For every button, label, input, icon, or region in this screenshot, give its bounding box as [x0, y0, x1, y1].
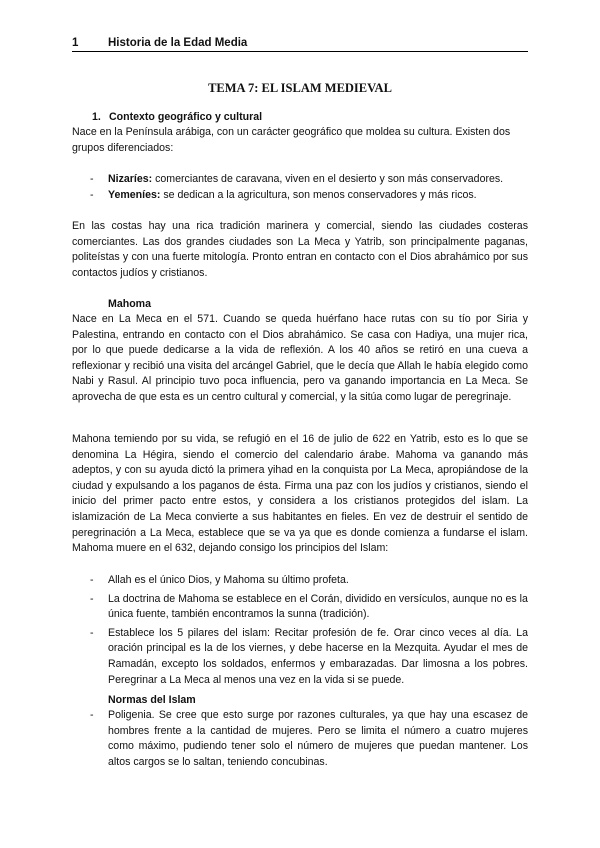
principle-text: La doctrina de Mahoma se establece en el Corán, dividido en versículos, aunque no es la única fuente, también encontramos la sunna (tradición).: [108, 592, 528, 621]
bullet-dash: -: [90, 188, 94, 201]
mahoma-paragraph-2: Mahona temiendo por su vida, se refugió en el 16 de julio de 622 en Yatrib, esto es lo que se denomina La Hégira, siendo el comercio del calendario árabe. Mahoma va ganando más adeptos, y con su ayuda dictó la primera yihad en la conquista por La Meca, apropiándose de la ciudad y expulsando a los paganos de ésta. Firma una paz con los judíos y cristianos, siendo el inicio del primer pacto entre estos, y considera a los cristianos protegidos del islam. La islamización de La Meca convierte a sus habitantes en fieles. En vez de destruir el sentido de peregrinación a La Meca, establece que se va ya que es donde comienza a fundarse el islam. Mahoma muere en el 632, dejando consigo los principios del Islam:: [72, 433, 528, 555]
page-header: [72, 36, 528, 52]
principle-text: Establece los 5 pilares del islam: Recitar profesión de fe. Orar cinco veces al día. La oración principal es la de los viernes, y debe hacerse en la Mezquita. Ayudar el mes de Ramadán, excepto los soldados, enfermos y embarazadas. Dar limosna a los pobres. Peregrinar a La Meca al menos una vez en la vida si se puede.: [108, 626, 528, 686]
document-title: TEMA 7: EL ISLAM MEDIEVAL: [208, 81, 392, 95]
header-title: Historia de la Edad Media: [108, 37, 248, 49]
normas-heading: Normas del Islam: [108, 694, 196, 706]
section1-intro: Nace en la Península arábiga, con un carácter geográfico que moldea su cultura. Existen dos grupos diferenciados:: [72, 126, 511, 154]
group-term: Yemeníes:: [108, 188, 161, 201]
list-item: [90, 708, 528, 770]
list-item: [90, 592, 528, 623]
section-title: Contexto geográfico y cultural: [109, 111, 263, 123]
list-item: [90, 626, 528, 688]
group-term: Nizaríes:: [108, 173, 153, 185]
bullet-dash: -: [90, 626, 94, 639]
header-page-number: 1: [72, 37, 79, 49]
groups-list: [90, 172, 528, 203]
principles-list: [90, 573, 528, 691]
bullet-dash: -: [90, 709, 94, 721]
section-heading-1: [92, 110, 262, 125]
list-item: [90, 188, 528, 204]
norma-text: Poligenia. Se cree que esto surge por razones culturales, ya que hay una escasez de hombres frente a la cantidad de mujeres. Pero se limita el número a cuatro mujeres como máximo, pudiendo tener solo el número de mujeres que puedan mantener. Los altos cargos se lo saltan, teniendo concubinas.: [108, 709, 528, 768]
mahoma-heading: Mahoma: [108, 298, 151, 310]
list-item: [90, 172, 528, 188]
coast-paragraph: En las costas hay una rica tradición marinera y comercial, siendo las ciudades costeras comerciantes. Las dos grandes ciudades son La Meca y Yatrib, son principalmente paganas, politeístas y con una fuerte mitología. Pronto entran en contacto con el Dios abrahámico por sus contactos judíos y cristianos.: [72, 220, 528, 279]
mahoma-paragraph-1: Nace en La Meca en el 571. Cuando se queda huérfano hace rutas con su tío por Siria y Palestina, entrando en contacto con el Dios abrahámico. Se casa con Hadiya, una mujer rica, por lo que puede dedicarse a la vida de reflexión. A los 40 años se retiró en una cueva a reflexionar y recibió una visita del arcángel Gabriel, que le decía que Allah le había elegido como Nabi y Rasul. Al principio tuvo poca influencia, pero va ganando importancia en La Meca. Se aprovecha de que esta es un centro cultural y comercial, y la sitúa como lugar de peregrinaje.: [72, 313, 528, 403]
list-item: [90, 573, 528, 589]
principle-text: Allah es el único Dios, y Mahoma su último profeta.: [108, 574, 349, 586]
group-text: se dedican a la agricultura, son menos conservadores y más ricos.: [160, 188, 477, 201]
bullet-dash: -: [90, 592, 94, 605]
bullet-dash: -: [90, 574, 94, 586]
group-text: comerciantes de caravana, viven en el desierto y son más conservadores.: [152, 173, 504, 185]
normas-list: [90, 708, 528, 770]
bullet-dash: -: [90, 173, 94, 185]
section-number: 1.: [92, 111, 101, 123]
